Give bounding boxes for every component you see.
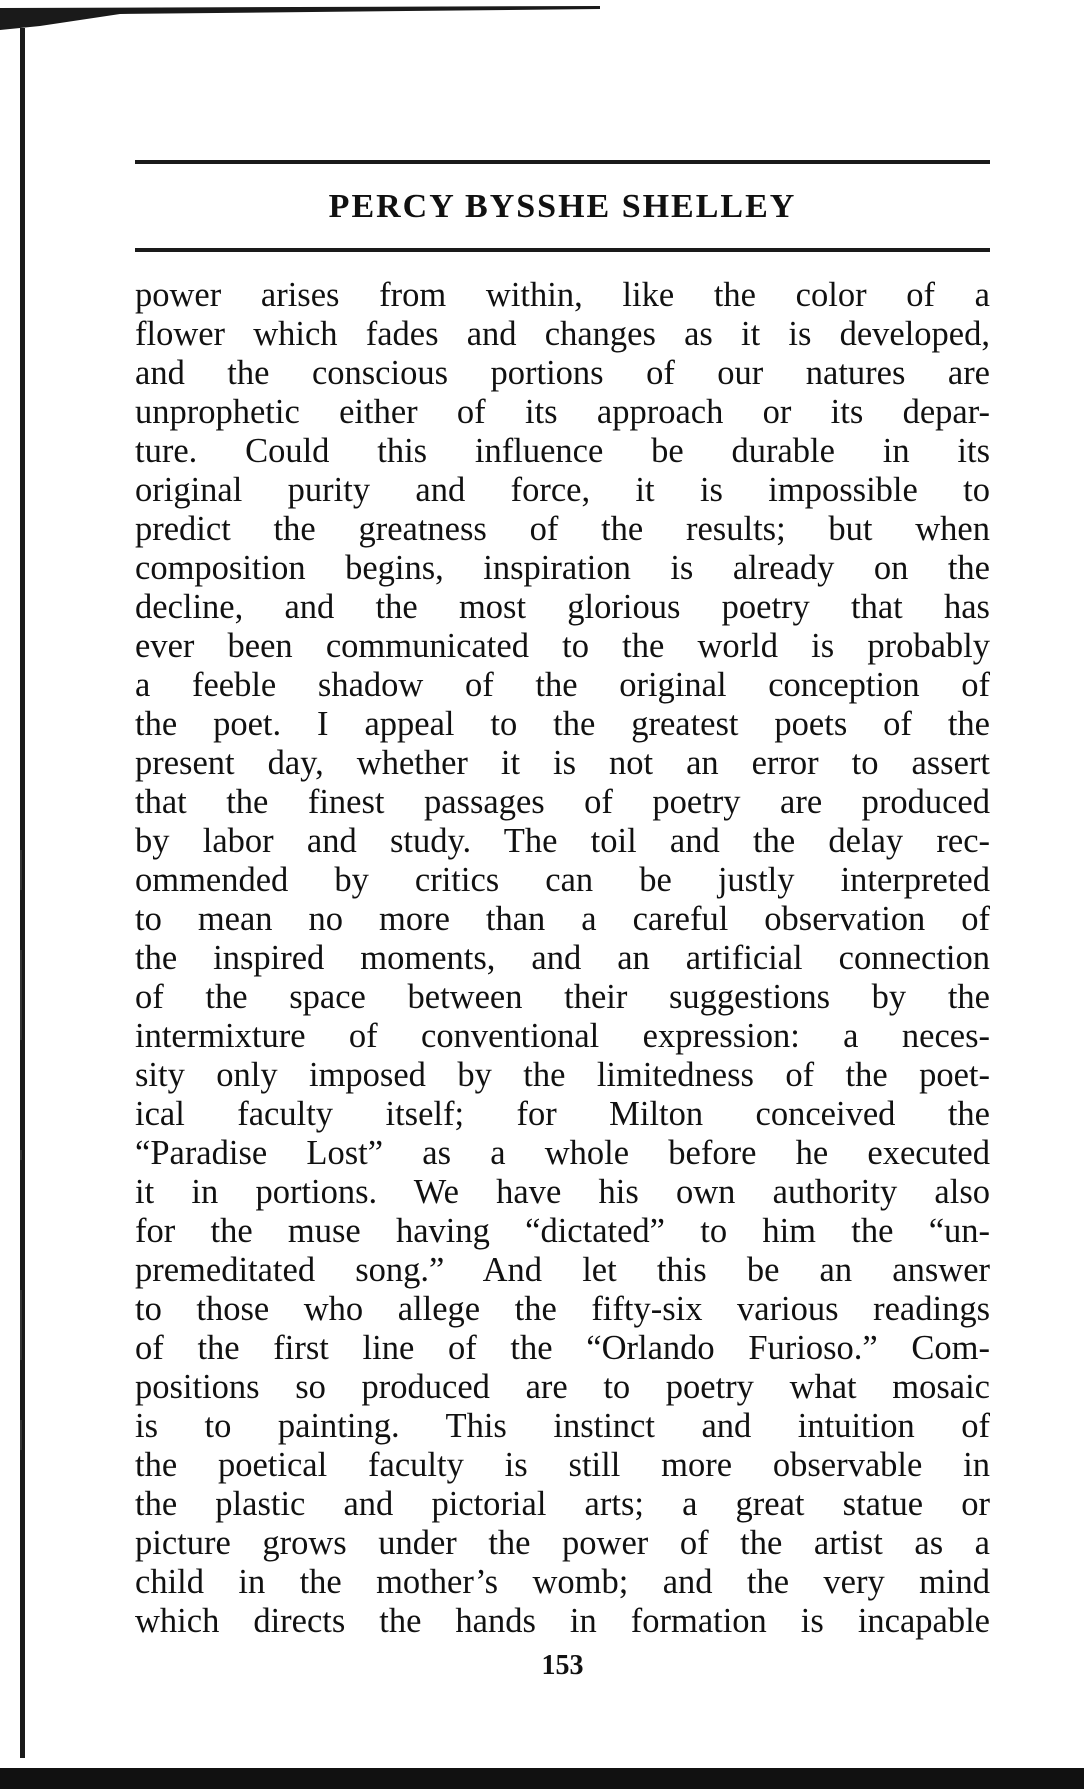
text-line: power arises from within, like the color of a <box>135 276 990 314</box>
running-head: PERCY BYSSHE SHELLEY <box>328 188 797 225</box>
margin-mark <box>20 1150 22 1160</box>
header-rule-bottom <box>135 248 990 252</box>
text-line: intermixture of conventional expression: a neces- <box>135 1017 990 1055</box>
text-line: sity only imposed by the limitedness of the poet- <box>135 1056 990 1094</box>
body-text <box>135 276 990 1641</box>
text-line: it in portions. We have his own authority also <box>135 1173 990 1211</box>
text-line: composition begins, inspiration is already on the <box>135 549 990 587</box>
text-line: picture grows under the power of the artist as a <box>135 1524 990 1562</box>
text-line: of the first line of the “Orlando Furioso.” Com- <box>135 1329 990 1367</box>
page-edge-left <box>20 28 25 1758</box>
margin-mark <box>20 950 22 1040</box>
text-line: by labor and study. The toil and the delay rec- <box>135 822 990 860</box>
text-line: of the space between their suggestions by the <box>135 978 990 1016</box>
page-edge-top <box>0 0 600 30</box>
text-line: original purity and force, it is impossible to <box>135 471 990 509</box>
text-line: which directs the hands in formation is incapable <box>135 1602 990 1640</box>
header-rule-top <box>135 160 990 164</box>
text-line: flower which fades and changes as it is developed, <box>135 315 990 353</box>
text-line: and the conscious portions of our natures are <box>135 354 990 392</box>
page-number: 153 <box>541 1650 584 1681</box>
text-line: unprophetic either of its approach or its depar- <box>135 393 990 431</box>
text-line: positions so produced are to poetry what mosaic <box>135 1368 990 1406</box>
text-line: premeditated song.” And let this be an answer <box>135 1251 990 1289</box>
text-line: the poet. I appeal to the greatest poets of the <box>135 705 990 743</box>
margin-mark <box>20 1420 22 1450</box>
text-line: that the finest passages of poetry are produced <box>135 783 990 821</box>
text-line: a feeble shadow of the original conception of <box>135 666 990 704</box>
text-line: ever been communicated to the world is probably <box>135 627 990 665</box>
text-line: the inspired moments, and an artificial connection <box>135 939 990 977</box>
text-line: is to painting. This instinct and intuition of <box>135 1407 990 1445</box>
text-line: the plastic and pictorial arts; a great statue or <box>135 1485 990 1523</box>
text-line: predict the greatness of the results; but when <box>135 510 990 548</box>
text-line: ture. Could this influence be durable in its <box>135 432 990 470</box>
margin-mark <box>20 1290 22 1360</box>
text-line: ical faculty itself; for Milton conceived the <box>135 1095 990 1133</box>
text-line: the poetical faculty is still more observable in <box>135 1446 990 1484</box>
text-line: ommended by critics can be justly interpreted <box>135 861 990 899</box>
margin-mark <box>20 850 22 890</box>
text-line: to mean no more than a careful observation of <box>135 900 990 938</box>
page-edge-bottom <box>0 1768 1084 1789</box>
text-line: to those who allege the fifty-six various readings <box>135 1290 990 1328</box>
text-line: decline, and the most glorious poetry that has <box>135 588 990 626</box>
text-line: for the muse having “dictated” to him the “un- <box>135 1212 990 1250</box>
text-line: “Paradise Lost” as a whole before he executed <box>135 1134 990 1172</box>
text-line: child in the mother’s womb; and the very mind <box>135 1563 990 1601</box>
text-line: present day, whether it is not an error to assert <box>135 744 990 782</box>
